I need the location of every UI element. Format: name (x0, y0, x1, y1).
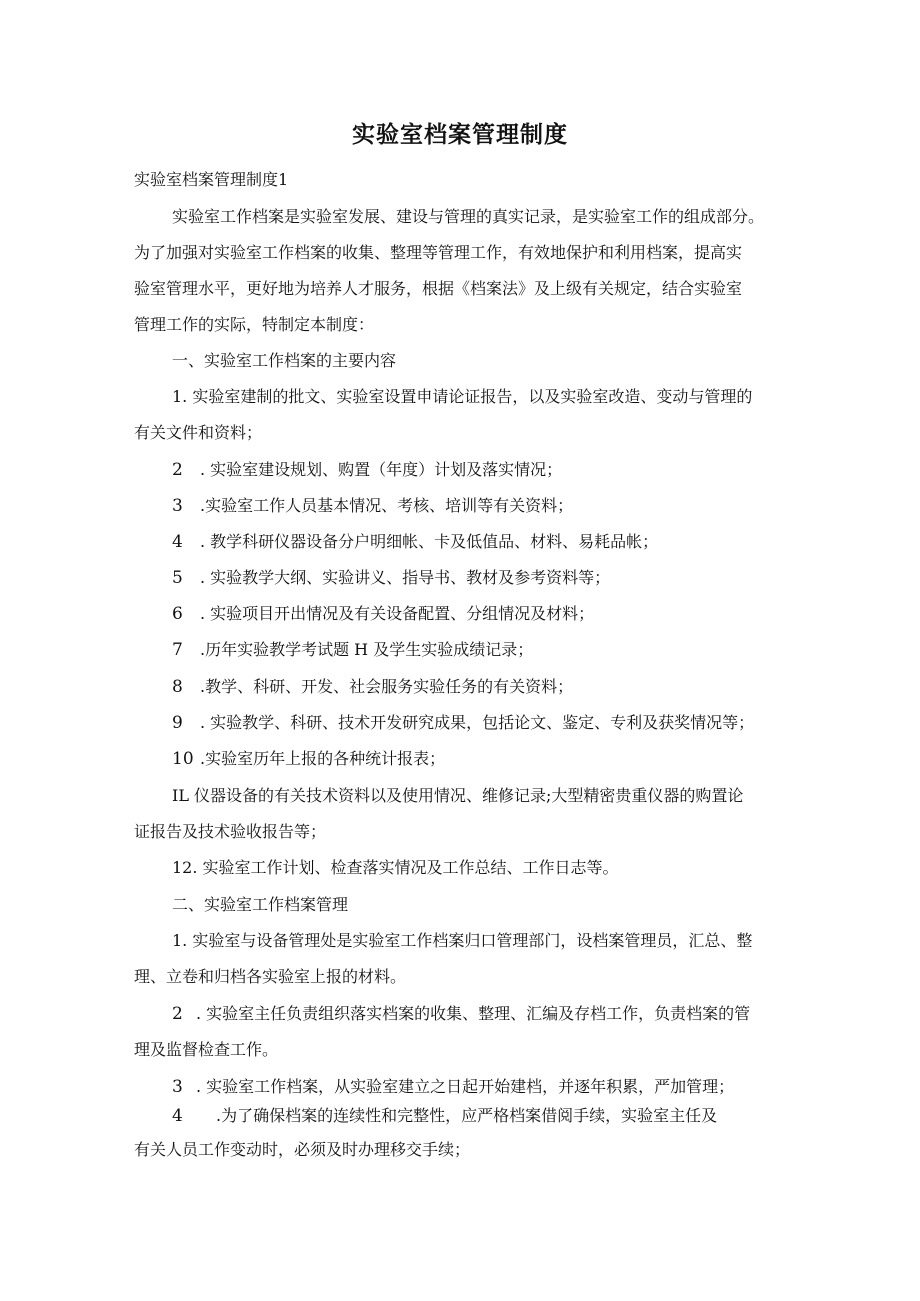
list-item-text: . 实验室建设规划、购置（年度）计划及落实情况； (200, 460, 563, 479)
section2-heading: 二、实验室工作档案管理 (172, 895, 349, 914)
list-item-text: . 实验教学、科研、技术开发研究成果，包括论文、鉴定、专利及获奖情况等； (200, 713, 755, 732)
list-item-text: .为了确保档案的连续性和完整性，应严格档案借阅手续，实验室主任及 (216, 1106, 718, 1125)
list-item-text: . 实验项目开出情况及有关设备配置、分组情况及材料； (200, 604, 595, 623)
list-item (172, 677, 573, 697)
list-item-number: 7 (172, 640, 183, 660)
list-item (172, 496, 573, 516)
list-item-text: .实验室工作人员基本情况、考核、培训等有关资料； (200, 496, 574, 515)
intro-line-4: 管理工作的实际，特制定本制度： (134, 315, 375, 334)
list-item (172, 604, 594, 624)
list-item-number: 6 (172, 604, 183, 624)
list-item-number: 3 (172, 1077, 183, 1097)
list-item (172, 713, 754, 733)
list-item-number: 3 (172, 496, 183, 516)
section2-item3 (172, 1077, 734, 1097)
list-item-number: 4 (172, 1106, 183, 1126)
list-item-number: 8 (172, 677, 183, 697)
list-item-text: . 实验室主任负责组织落实档案的收集、整理、汇编及存档工作，负责档案的管 (196, 1004, 751, 1023)
section2-item1-line2: 理、立卷和归档各实验室上报的材料。 (134, 967, 407, 986)
intro-line-2: 为了加强对实验室工作档案的收集、整理等管理工作，有效地保护和利用档案，提高实 (134, 243, 743, 262)
section1-heading: 一、实验室工作档案的主要内容 (172, 351, 397, 370)
list-item-number: 9 (172, 713, 183, 733)
list-item (172, 460, 562, 480)
section2-item2-line2: 理及监督检查工作。 (134, 1040, 279, 1059)
section1-item1-line2: 有关文件和资料； (134, 423, 263, 442)
list-item-text: .教学、科研、开发、社会服务实验任务的有关资料； (200, 677, 574, 696)
list-item (172, 640, 533, 660)
section2-item1-line1: 1. 实验室与设备管理处是实验室工作档案归口管理部门，设档案管理员，汇总、整 (172, 931, 753, 950)
document-title: 实验室档案管理制度 (352, 122, 568, 148)
list-item (172, 749, 445, 769)
section1-item11-line2: 证报告及技术验收报告等； (134, 822, 327, 841)
list-item-text: .实验室历年上报的各种统计报表； (200, 749, 446, 768)
section1-item11-line1: IL 仪器设备的有关技术资料以及使用情况、维修记录;大型精密贵重仪器的购置论 (172, 786, 744, 805)
list-item (172, 532, 658, 552)
list-item-number: 2 (172, 1004, 183, 1024)
section2-item2-line1 (172, 1004, 750, 1024)
document-subtitle: 实验室档案管理制度1 (134, 170, 289, 189)
list-item-number: 4 (172, 532, 183, 552)
list-item-text: .历年实验教学考试题 H 及学生实验成绩记录； (200, 640, 534, 659)
section2-item4-line1 (172, 1106, 717, 1126)
intro-line-3: 验室管理水平，更好地为培养人才服务，根据《档案法》及上级有关规定，结合实验室 (134, 279, 743, 298)
list-item-text: . 教学科研仪器设备分户明细帐、卡及低值品、材料、易耗品帐； (200, 532, 659, 551)
list-item (172, 568, 610, 588)
section1-item12: 12. 实验室工作计划、检查落实情况及工作总结、工作日志等。 (172, 858, 619, 877)
list-item-number: 10 (172, 749, 194, 769)
list-item-number: 2 (172, 460, 183, 480)
list-item-text: . 实验教学大纲、实验讲义、指导书、教材及参考资料等； (200, 568, 611, 587)
list-item-number: 5 (172, 568, 183, 588)
section1-item1-line1: 1. 实验室建制的批文、实验室设置申请论证报告，以及实验室改造、变动与管理的 (172, 387, 753, 406)
section2-item4-line2: 有关人员工作变动时，必须及时办理移交手续； (134, 1140, 471, 1159)
intro-line-1: 实验室工作档案是实验室发展、建设与管理的真实记录，是实验室工作的组成部分。 (172, 207, 765, 226)
list-item-text: . 实验室工作档案，从实验室建立之日起开始建档，并逐年积累，严加管理； (196, 1077, 735, 1096)
